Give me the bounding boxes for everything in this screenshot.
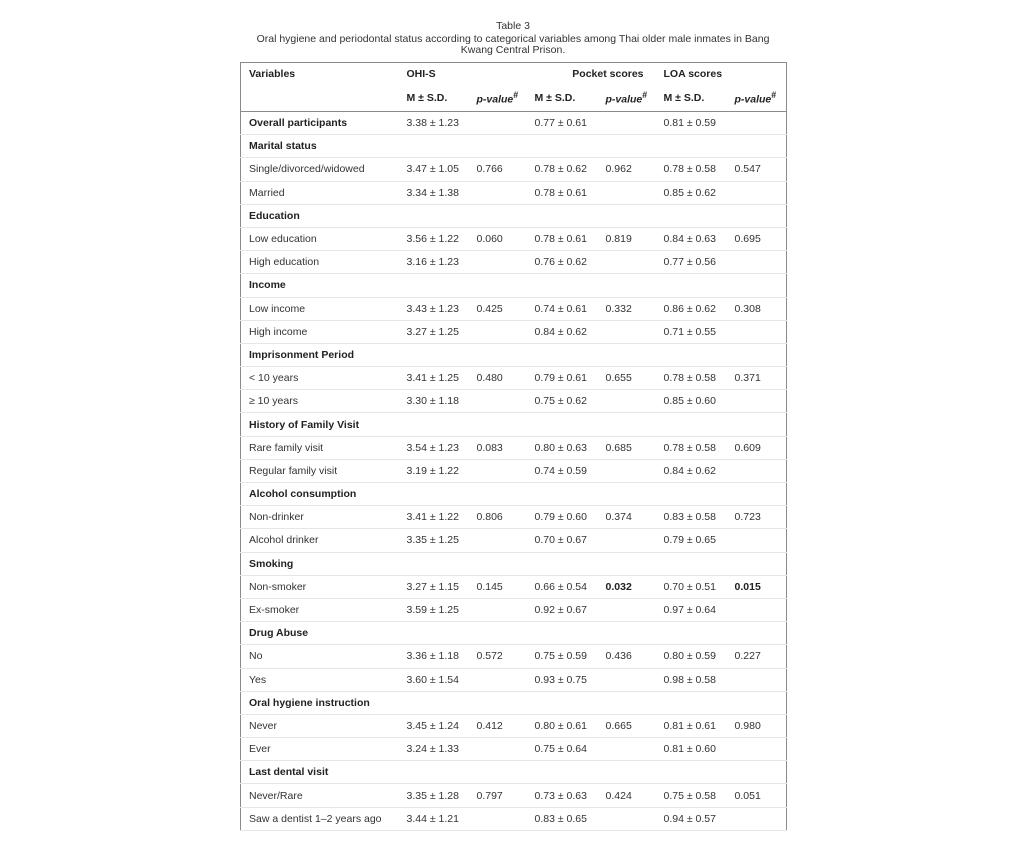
cell-loa: 0.81 ± 0.59 bbox=[656, 112, 727, 135]
cell-ohis-p: 0.060 bbox=[469, 227, 527, 250]
cell-ohis: 3.27 ± 1.25 bbox=[399, 320, 469, 343]
cell-pocket: 0.80 ± 0.63 bbox=[527, 436, 598, 459]
group-header-row bbox=[241, 274, 787, 297]
header-loa-pvalue: p-value# bbox=[727, 85, 787, 112]
header-ohis: OHI-S bbox=[406, 68, 436, 80]
cell-pocket-p bbox=[598, 112, 656, 135]
cell-pocket: 0.73 ± 0.63 bbox=[527, 784, 598, 807]
table-row bbox=[241, 529, 787, 552]
group-label: History of Family Visit bbox=[241, 413, 787, 436]
cell-pocket-p bbox=[598, 529, 656, 552]
cell-ohis: 3.59 ± 1.25 bbox=[399, 598, 469, 621]
row-label: Married bbox=[241, 181, 399, 204]
cell-pocket: 0.75 ± 0.59 bbox=[527, 645, 598, 668]
cell-loa: 0.84 ± 0.62 bbox=[656, 459, 727, 482]
row-label: High education bbox=[241, 251, 399, 274]
cell-ohis-p bbox=[469, 529, 527, 552]
cell-ohis-p: 0.145 bbox=[469, 575, 527, 598]
group-label: Income bbox=[241, 274, 787, 297]
row-label: No bbox=[241, 645, 399, 668]
cell-ohis-p bbox=[469, 181, 527, 204]
cell-loa-p bbox=[727, 807, 787, 830]
cell-ohis: 3.35 ± 1.28 bbox=[399, 784, 469, 807]
table-body bbox=[241, 112, 787, 831]
row-label: Rare family visit bbox=[241, 436, 399, 459]
row-label: Never/Rare bbox=[241, 784, 399, 807]
cell-pocket-p bbox=[598, 738, 656, 761]
cell-loa-p: 0.051 bbox=[727, 784, 787, 807]
cell-ohis: 3.43 ± 1.23 bbox=[399, 297, 469, 320]
cell-ohis: 3.54 ± 1.23 bbox=[399, 436, 469, 459]
row-label: Non-smoker bbox=[241, 575, 399, 598]
cell-loa-p: 0.308 bbox=[727, 297, 787, 320]
cell-loa: 0.79 ± 0.65 bbox=[656, 529, 727, 552]
cell-pocket: 0.76 ± 0.62 bbox=[527, 251, 598, 274]
cell-ohis-p: 0.480 bbox=[469, 367, 527, 390]
cell-ohis: 3.35 ± 1.25 bbox=[399, 529, 469, 552]
header-variables: Variables bbox=[241, 63, 399, 112]
cell-pocket-p: 0.655 bbox=[598, 367, 656, 390]
table-row bbox=[241, 251, 787, 274]
cell-loa-p: 0.015 bbox=[727, 575, 787, 598]
cell-pocket: 0.79 ± 0.61 bbox=[527, 367, 598, 390]
table-row bbox=[241, 784, 787, 807]
table-caption bbox=[240, 21, 786, 56]
table-row bbox=[241, 459, 787, 482]
cell-ohis: 3.44 ± 1.21 bbox=[399, 807, 469, 830]
cell-loa: 0.81 ± 0.61 bbox=[656, 714, 727, 737]
cell-loa: 0.84 ± 0.63 bbox=[656, 227, 727, 250]
cell-loa-p: 0.371 bbox=[727, 367, 787, 390]
cell-loa-p bbox=[727, 738, 787, 761]
cell-loa-p: 0.227 bbox=[727, 645, 787, 668]
cell-ohis: 3.41 ± 1.22 bbox=[399, 506, 469, 529]
group-label: Drug Abuse bbox=[241, 622, 787, 645]
cell-pocket: 0.66 ± 0.54 bbox=[527, 575, 598, 598]
table-title: Oral hygiene and periodontal status according to categorical variables among Thai older male inmates in Bang Kwang Central Prison. bbox=[256, 33, 770, 56]
cell-pocket-p bbox=[598, 668, 656, 691]
cell-pocket: 0.70 ± 0.67 bbox=[527, 529, 598, 552]
cell-pocket: 0.84 ± 0.62 bbox=[527, 320, 598, 343]
cell-pocket: 0.79 ± 0.60 bbox=[527, 506, 598, 529]
row-label: High income bbox=[241, 320, 399, 343]
table-row bbox=[241, 738, 787, 761]
cell-ohis-p: 0.412 bbox=[469, 714, 527, 737]
group-label: Oral hygiene instruction bbox=[241, 691, 787, 714]
cell-ohis: 3.36 ± 1.18 bbox=[399, 645, 469, 668]
header-pocket-pvalue: p-value# bbox=[598, 85, 656, 112]
table-row bbox=[241, 668, 787, 691]
cell-loa: 0.80 ± 0.59 bbox=[656, 645, 727, 668]
row-label: Ever bbox=[241, 738, 399, 761]
cell-ohis-p bbox=[469, 459, 527, 482]
cell-ohis: 3.27 ± 1.15 bbox=[399, 575, 469, 598]
cell-loa: 0.86 ± 0.62 bbox=[656, 297, 727, 320]
cell-pocket-p: 0.332 bbox=[598, 297, 656, 320]
cell-ohis-p bbox=[469, 390, 527, 413]
cell-loa-p bbox=[727, 668, 787, 691]
cell-ohis-p bbox=[469, 668, 527, 691]
cell-ohis-p: 0.083 bbox=[469, 436, 527, 459]
cell-pocket: 0.83 ± 0.65 bbox=[527, 807, 598, 830]
header-loa-scores: LOA scores bbox=[663, 68, 723, 80]
cell-pocket-p bbox=[598, 598, 656, 621]
cell-loa: 0.81 ± 0.60 bbox=[656, 738, 727, 761]
group-header-row bbox=[241, 552, 787, 575]
cell-ohis: 3.34 ± 1.38 bbox=[399, 181, 469, 204]
cell-loa-p bbox=[727, 529, 787, 552]
cell-pocket: 0.80 ± 0.61 bbox=[527, 714, 598, 737]
group-header-row bbox=[241, 761, 787, 784]
cell-loa: 0.78 ± 0.58 bbox=[656, 158, 727, 181]
cell-loa: 0.78 ± 0.58 bbox=[656, 436, 727, 459]
cell-pocket-p: 0.032 bbox=[598, 575, 656, 598]
table-row bbox=[241, 390, 787, 413]
group-label: Alcohol consumption bbox=[241, 483, 787, 506]
cell-loa: 0.75 ± 0.58 bbox=[656, 784, 727, 807]
cell-loa-p bbox=[727, 459, 787, 482]
cell-loa-p bbox=[727, 320, 787, 343]
table-row bbox=[241, 181, 787, 204]
row-label: Yes bbox=[241, 668, 399, 691]
cell-pocket: 0.75 ± 0.62 bbox=[527, 390, 598, 413]
table-row bbox=[241, 714, 787, 737]
cell-loa: 0.70 ± 0.51 bbox=[656, 575, 727, 598]
cell-loa: 0.71 ± 0.55 bbox=[656, 320, 727, 343]
cell-ohis-p: 0.425 bbox=[469, 297, 527, 320]
cell-loa: 0.85 ± 0.62 bbox=[656, 181, 727, 204]
cell-ohis: 3.16 ± 1.23 bbox=[399, 251, 469, 274]
row-label: Never bbox=[241, 714, 399, 737]
cell-pocket: 0.78 ± 0.62 bbox=[527, 158, 598, 181]
cell-loa: 0.98 ± 0.58 bbox=[656, 668, 727, 691]
cell-ohis-p: 0.766 bbox=[469, 158, 527, 181]
cell-loa-p bbox=[727, 181, 787, 204]
cell-pocket: 0.74 ± 0.59 bbox=[527, 459, 598, 482]
cell-pocket: 0.74 ± 0.61 bbox=[527, 297, 598, 320]
group-label: Last dental visit bbox=[241, 761, 787, 784]
cell-ohis: 3.38 ± 1.23 bbox=[399, 112, 469, 135]
cell-loa-p: 0.609 bbox=[727, 436, 787, 459]
cell-pocket-p bbox=[598, 181, 656, 204]
table-row bbox=[241, 297, 787, 320]
cell-loa: 0.97 ± 0.64 bbox=[656, 598, 727, 621]
cell-pocket: 0.93 ± 0.75 bbox=[527, 668, 598, 691]
cell-pocket: 0.78 ± 0.61 bbox=[527, 227, 598, 250]
cell-loa-p bbox=[727, 390, 787, 413]
cell-pocket-p: 0.819 bbox=[598, 227, 656, 250]
cell-ohis-p bbox=[469, 112, 527, 135]
cell-ohis: 3.30 ± 1.18 bbox=[399, 390, 469, 413]
table-row bbox=[241, 807, 787, 830]
cell-pocket-p: 0.962 bbox=[598, 158, 656, 181]
cell-ohis-p: 0.806 bbox=[469, 506, 527, 529]
cell-ohis-p bbox=[469, 738, 527, 761]
cell-pocket: 0.77 ± 0.61 bbox=[527, 112, 598, 135]
table-row bbox=[241, 227, 787, 250]
cell-loa-p bbox=[727, 251, 787, 274]
cell-ohis: 3.47 ± 1.05 bbox=[399, 158, 469, 181]
group-header-row bbox=[241, 483, 787, 506]
header-pocket-scores: Pocket scores bbox=[572, 68, 644, 80]
cell-pocket: 0.92 ± 0.67 bbox=[527, 598, 598, 621]
row-label: Saw a dentist 1–2 years ago bbox=[241, 807, 399, 830]
cell-pocket-p: 0.436 bbox=[598, 645, 656, 668]
cell-loa-p: 0.723 bbox=[727, 506, 787, 529]
table-row bbox=[241, 645, 787, 668]
cell-pocket-p bbox=[598, 390, 656, 413]
cell-pocket-p: 0.685 bbox=[598, 436, 656, 459]
cell-ohis-p bbox=[469, 251, 527, 274]
cell-loa: 0.85 ± 0.60 bbox=[656, 390, 727, 413]
row-label: < 10 years bbox=[241, 367, 399, 390]
group-header-row bbox=[241, 204, 787, 227]
cell-pocket-p bbox=[598, 807, 656, 830]
group-header-row bbox=[241, 622, 787, 645]
cell-ohis: 3.60 ± 1.54 bbox=[399, 668, 469, 691]
group-label: Education bbox=[241, 204, 787, 227]
row-label: Regular family visit bbox=[241, 459, 399, 482]
cell-loa: 0.77 ± 0.56 bbox=[656, 251, 727, 274]
results-table bbox=[240, 62, 787, 831]
table-row bbox=[241, 158, 787, 181]
cell-ohis: 3.45 ± 1.24 bbox=[399, 714, 469, 737]
cell-loa-p bbox=[727, 112, 787, 135]
row-label: Alcohol drinker bbox=[241, 529, 399, 552]
cell-pocket-p bbox=[598, 459, 656, 482]
cell-loa: 0.94 ± 0.57 bbox=[656, 807, 727, 830]
cell-pocket: 0.78 ± 0.61 bbox=[527, 181, 598, 204]
cell-ohis-p: 0.797 bbox=[469, 784, 527, 807]
header-ohis-pvalue: p-value# bbox=[469, 85, 527, 112]
group-header-row bbox=[241, 135, 787, 158]
row-label: Non-drinker bbox=[241, 506, 399, 529]
cell-loa-p bbox=[727, 598, 787, 621]
table-number: Table 3 bbox=[496, 20, 530, 32]
cell-ohis: 3.41 ± 1.25 bbox=[399, 367, 469, 390]
cell-loa-p: 0.980 bbox=[727, 714, 787, 737]
group-label: Marital status bbox=[241, 135, 787, 158]
row-label: Ex-smoker bbox=[241, 598, 399, 621]
row-label: Low income bbox=[241, 297, 399, 320]
table-row bbox=[241, 112, 787, 135]
table-row bbox=[241, 506, 787, 529]
row-label: Overall participants bbox=[241, 112, 399, 135]
table-row bbox=[241, 367, 787, 390]
cell-loa: 0.83 ± 0.58 bbox=[656, 506, 727, 529]
cell-loa-p: 0.547 bbox=[727, 158, 787, 181]
row-label: Single/divorced/widowed bbox=[241, 158, 399, 181]
cell-pocket-p: 0.424 bbox=[598, 784, 656, 807]
cell-ohis: 3.19 ± 1.22 bbox=[399, 459, 469, 482]
cell-pocket: 0.75 ± 0.64 bbox=[527, 738, 598, 761]
cell-ohis-p bbox=[469, 807, 527, 830]
cell-pocket-p: 0.374 bbox=[598, 506, 656, 529]
cell-ohis: 3.24 ± 1.33 bbox=[399, 738, 469, 761]
table-row bbox=[241, 575, 787, 598]
cell-pocket-p: 0.665 bbox=[598, 714, 656, 737]
group-label: Smoking bbox=[241, 552, 787, 575]
group-header-row bbox=[241, 691, 787, 714]
group-label: Imprisonment Period bbox=[241, 343, 787, 366]
table-row bbox=[241, 320, 787, 343]
cell-pocket-p bbox=[598, 251, 656, 274]
cell-loa-p: 0.695 bbox=[727, 227, 787, 250]
cell-ohis-p bbox=[469, 320, 527, 343]
row-label: ≥ 10 years bbox=[241, 390, 399, 413]
group-header-row bbox=[241, 343, 787, 366]
header-ohis-msd: M ± S.D. bbox=[399, 85, 469, 112]
header-pocket-msd: M ± S.D. bbox=[527, 85, 598, 112]
cell-ohis: 3.56 ± 1.22 bbox=[399, 227, 469, 250]
table-row bbox=[241, 436, 787, 459]
row-label: Low education bbox=[241, 227, 399, 250]
cell-pocket-p bbox=[598, 320, 656, 343]
cell-ohis-p: 0.572 bbox=[469, 645, 527, 668]
cell-loa: 0.78 ± 0.58 bbox=[656, 367, 727, 390]
cell-ohis-p bbox=[469, 598, 527, 621]
header-loa-msd: M ± S.D. bbox=[656, 85, 727, 112]
table-row bbox=[241, 598, 787, 621]
group-header-row bbox=[241, 413, 787, 436]
